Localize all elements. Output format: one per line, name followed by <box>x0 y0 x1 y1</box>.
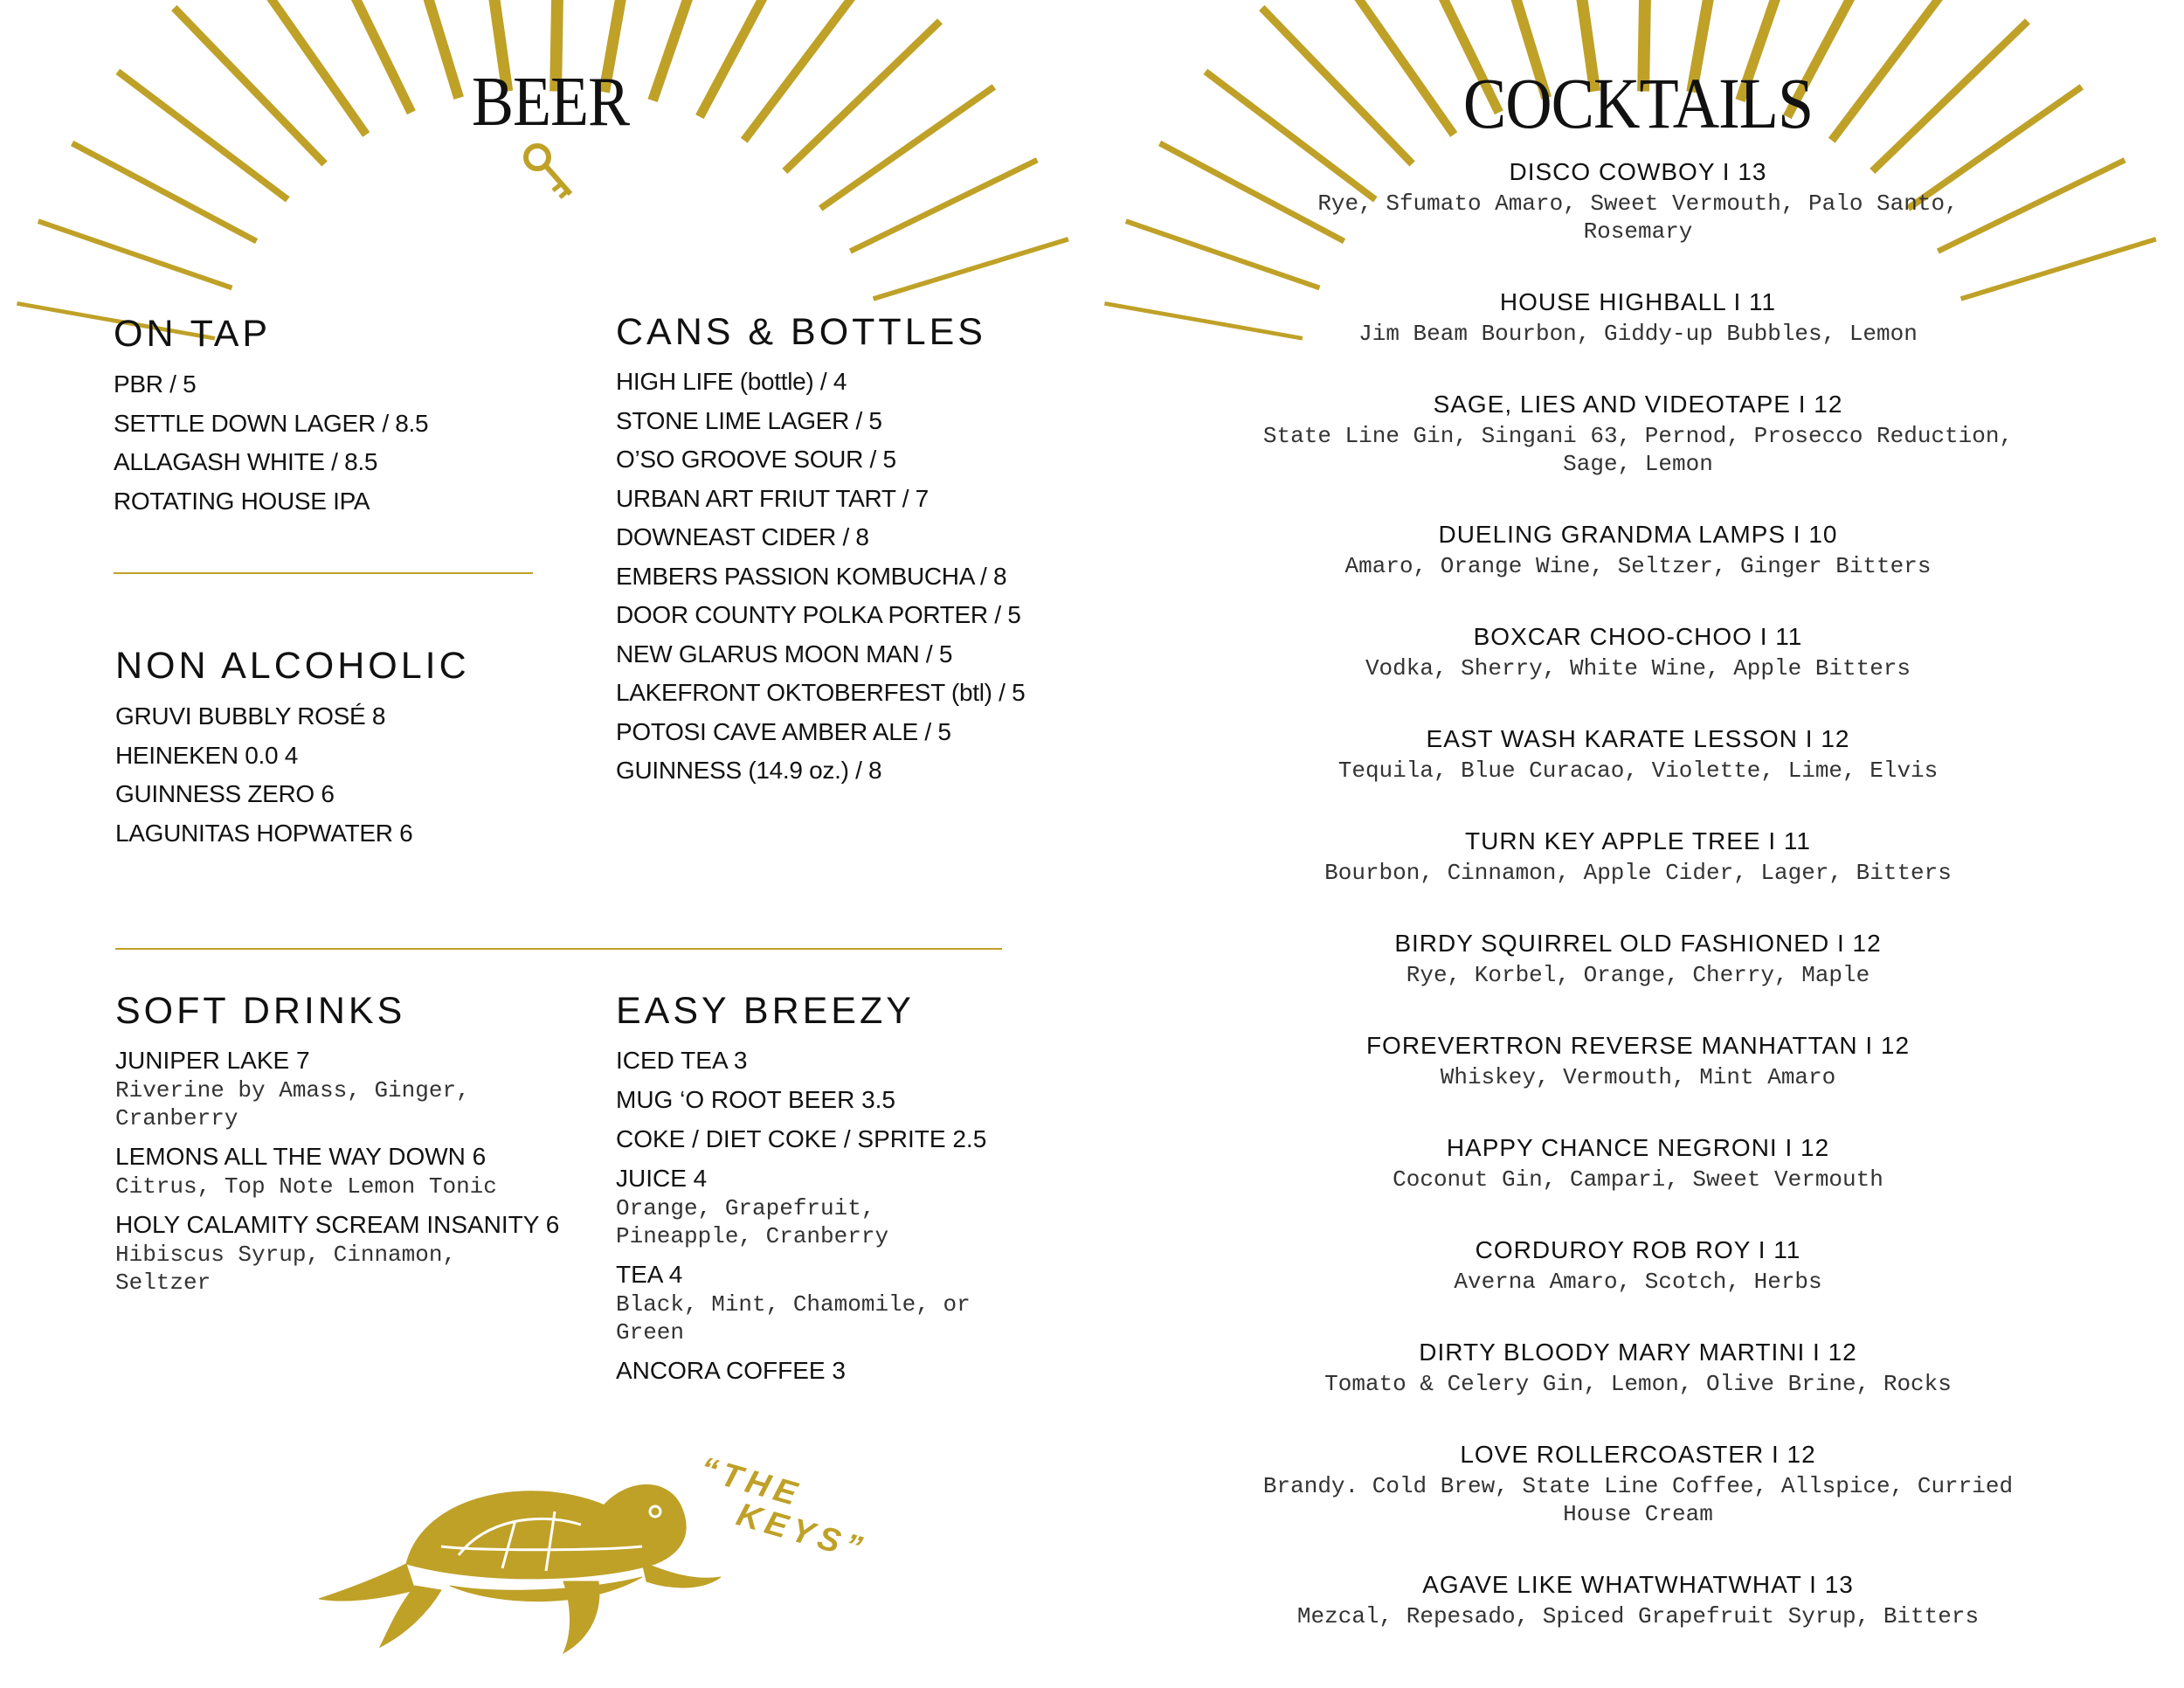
menu-item: ALLAGASH WHITE / 8.5 <box>114 448 378 475</box>
menu-item: PBR / 5 <box>114 370 197 398</box>
menu-item: O’SO GROOVE SOUR / 5 <box>616 446 896 473</box>
cocktail-item <box>1092 1567 2184 1630</box>
item-name: TEA 4 <box>616 1261 683 1288</box>
divider <box>114 572 533 574</box>
menu-item <box>616 1163 1053 1250</box>
cocktail-item <box>1092 285 2184 348</box>
cocktail-ingredients: Coconut Gin, Campari, Sweet Vermouth <box>1393 1166 1883 1193</box>
menu-item: LAKEFRONT OKTOBERFEST (btl) / 5 <box>616 679 1026 706</box>
cocktail-ingredients: Tomato & Celery Gin, Lemon, Olive Brine, Rocks <box>1324 1371 1952 1397</box>
cocktails-page <box>1092 0 2184 1688</box>
menu-item <box>115 1045 570 1132</box>
item-description: Riverine by Amass, Ginger, Cranberry <box>115 1077 470 1131</box>
item-name: LEMONS ALL THE WAY DOWN 6 <box>115 1143 487 1170</box>
cocktail-ingredients: Brandy. Cold Brew, State Line Coffee, Allspice, Curried House Cream <box>1262 1473 2014 1527</box>
cocktails-title: COCKTAILS <box>1462 64 1814 144</box>
item-name: MUG ‘O ROOT BEER 3.5 <box>616 1086 895 1113</box>
item-description: Hibiscus Syrup, Cinnamon, Seltzer <box>115 1242 457 1296</box>
item-name: JUICE 4 <box>616 1165 708 1192</box>
cocktail-item <box>1092 387 2184 478</box>
cocktail-ingredients: Whiskey, Vermouth, Mint Amaro <box>1440 1064 1836 1090</box>
menu-item: GRUVI BUBBLY ROSÉ 8 <box>115 702 386 730</box>
cocktail-item <box>1092 926 2184 989</box>
cans-bottles-heading: CANS & BOTTLES <box>616 311 986 353</box>
cocktail-item <box>1092 1131 2184 1193</box>
sunburst-ray <box>38 221 232 287</box>
menu-item: HIGH LIFE (bottle) / 4 <box>616 368 847 395</box>
menu-item: NEW GLARUS MOON MAN / 5 <box>616 640 953 668</box>
on-tap-list <box>114 365 428 521</box>
menu-item: POTOSI CAVE AMBER ALE / 5 <box>616 717 951 745</box>
soft-drinks-list <box>115 1045 570 1305</box>
menu-item <box>616 1124 1053 1155</box>
cocktail-name: DISCO COWBOY I 13 <box>1509 158 1767 185</box>
item-description: Citrus, Top Note Lemon Tonic <box>115 1173 497 1200</box>
cocktail-name: DUELING GRANDMA LAMPS I 10 <box>1438 521 1838 548</box>
item-name: HOLY CALAMITY SCREAM INSANITY 6 <box>115 1211 560 1238</box>
menu-item: LAGUNITAS HOPWATER 6 <box>115 819 413 847</box>
cocktail-item <box>1092 517 2184 580</box>
logo-line-1: “THE <box>695 1450 806 1515</box>
cocktail-name: DIRTY BLOODY MARY MARTINI I 12 <box>1419 1339 1857 1366</box>
cocktail-ingredients: Bourbon, Cinnamon, Apple Cider, Lager, Bitters <box>1324 860 1952 886</box>
cocktail-ingredients: Tequila, Blue Curacao, Violette, Lime, Elvis <box>1337 758 1939 784</box>
menu-item: GUINNESS (14.9 oz.) / 8 <box>616 757 882 784</box>
cocktail-ingredients: Rye, Sfumato Amaro, Sweet Vermouth, Palo Santo, Rosemary <box>1317 190 1959 245</box>
cocktail-name: HOUSE HIGHBALL I 11 <box>1499 288 1777 315</box>
menu-item: GUINNESS ZERO 6 <box>115 780 335 807</box>
menu-item: SETTLE DOWN LAGER / 8.5 <box>114 409 429 437</box>
menu-item <box>115 1209 570 1297</box>
logo-line-2: KEYS” <box>732 1496 871 1569</box>
cocktail-item <box>1092 619 2184 682</box>
cocktail-item <box>1092 1028 2184 1091</box>
menu-item <box>616 1259 1053 1346</box>
cocktail-item <box>1092 1437 2184 1528</box>
item-name: JUNIPER LAKE 7 <box>115 1047 310 1074</box>
cocktail-ingredients: Averna Amaro, Scotch, Herbs <box>1454 1269 1822 1295</box>
menu-item: DOOR COUNTY POLKA PORTER / 5 <box>616 601 1021 628</box>
menu-item: EMBERS PASSION KOMBUCHA / 8 <box>616 562 1007 590</box>
cocktail-item <box>1092 722 2184 785</box>
menu-item <box>115 1141 570 1200</box>
divider <box>115 948 1002 950</box>
item-name: COKE / DIET COKE / SPRITE 2.5 <box>616 1125 987 1152</box>
cocktail-name: TURN KEY APPLE TREE I 11 <box>1465 827 1811 854</box>
cocktail-name: SAGE, LIES AND VIDEOTAPE I 12 <box>1433 391 1843 418</box>
cocktail-name: BIRDY SQUIRREL OLD FASHIONED I 12 <box>1394 930 1882 957</box>
menu-item <box>616 1045 1053 1076</box>
cocktail-item <box>1092 824 2184 887</box>
cocktail-item <box>1092 1335 2184 1398</box>
soft-drinks-heading: SOFT DRINKS <box>115 990 406 1032</box>
on-tap-heading: ON TAP <box>114 313 272 355</box>
cocktail-name: BOXCAR CHOO-CHOO I 11 <box>1473 623 1803 650</box>
sunburst-ray <box>874 239 1068 299</box>
easy-breezy-list <box>616 1045 1053 1394</box>
item-name: ICED TEA 3 <box>616 1047 748 1074</box>
cocktail-ingredients: Rye, Korbel, Orange, Cherry, Maple <box>1406 962 1870 988</box>
item-description: Black, Mint, Chamomile, or Green <box>616 1291 971 1346</box>
beer-title: BEER <box>471 62 629 141</box>
item-description: Orange, Grapefruit, Pineapple, Cranberry <box>616 1195 889 1249</box>
sunburst-ray <box>850 160 1037 251</box>
cocktail-name: LOVE ROLLERCOASTER I 12 <box>1460 1441 1816 1468</box>
item-name: ANCORA COFFEE 3 <box>616 1357 846 1384</box>
cocktail-item <box>1092 1233 2184 1296</box>
non-alcoholic-list <box>115 697 412 853</box>
menu-item: ROTATING HOUSE IPA <box>114 487 370 515</box>
cocktail-ingredients: Jim Beam Bourbon, Giddy-up Bubbles, Lemon <box>1358 321 1918 347</box>
cocktail-name: CORDUROY ROB ROY I 11 <box>1475 1236 1801 1263</box>
menu-item <box>616 1084 1053 1116</box>
menu-item: STONE LIME LAGER / 5 <box>616 406 882 434</box>
cocktail-name: HAPPY CHANCE NEGRONI I 12 <box>1446 1134 1830 1161</box>
menu-item: DOWNEAST CIDER / 8 <box>616 523 869 550</box>
non-alcoholic-heading: NON ALCOHOLIC <box>115 645 470 687</box>
menu-item <box>616 1355 1053 1387</box>
cocktail-ingredients: Vodka, Sherry, White Wine, Apple Bitters <box>1365 655 1911 681</box>
key-icon <box>520 140 581 210</box>
cocktail-name: EAST WASH KARATE LESSON I 12 <box>1426 725 1850 752</box>
cocktail-ingredients: State Line Gin, Singani 63, Pernod, Prosecco Reduction, Sage, Lemon <box>1262 423 2014 477</box>
menu-item: HEINEKEN 0.0 4 <box>115 741 298 769</box>
easy-breezy-heading: EASY BREEZY <box>616 990 915 1032</box>
menu-item: URBAN ART FRIUT TART / 7 <box>616 484 929 512</box>
cans-bottles-list <box>616 363 1025 791</box>
cocktail-ingredients: Amaro, Orange Wine, Seltzer, Ginger Bitters <box>1344 553 1932 579</box>
cocktail-name: FOREVERTRON REVERSE MANHATTAN I 12 <box>1365 1032 1911 1059</box>
cocktail-ingredients: Mezcal, Repesado, Spiced Grapefruit Syrup, Bitters <box>1296 1603 1980 1629</box>
cocktail-item <box>1092 155 2184 246</box>
cocktail-name: AGAVE LIKE WHATWHATWHAT I 13 <box>1422 1571 1854 1598</box>
